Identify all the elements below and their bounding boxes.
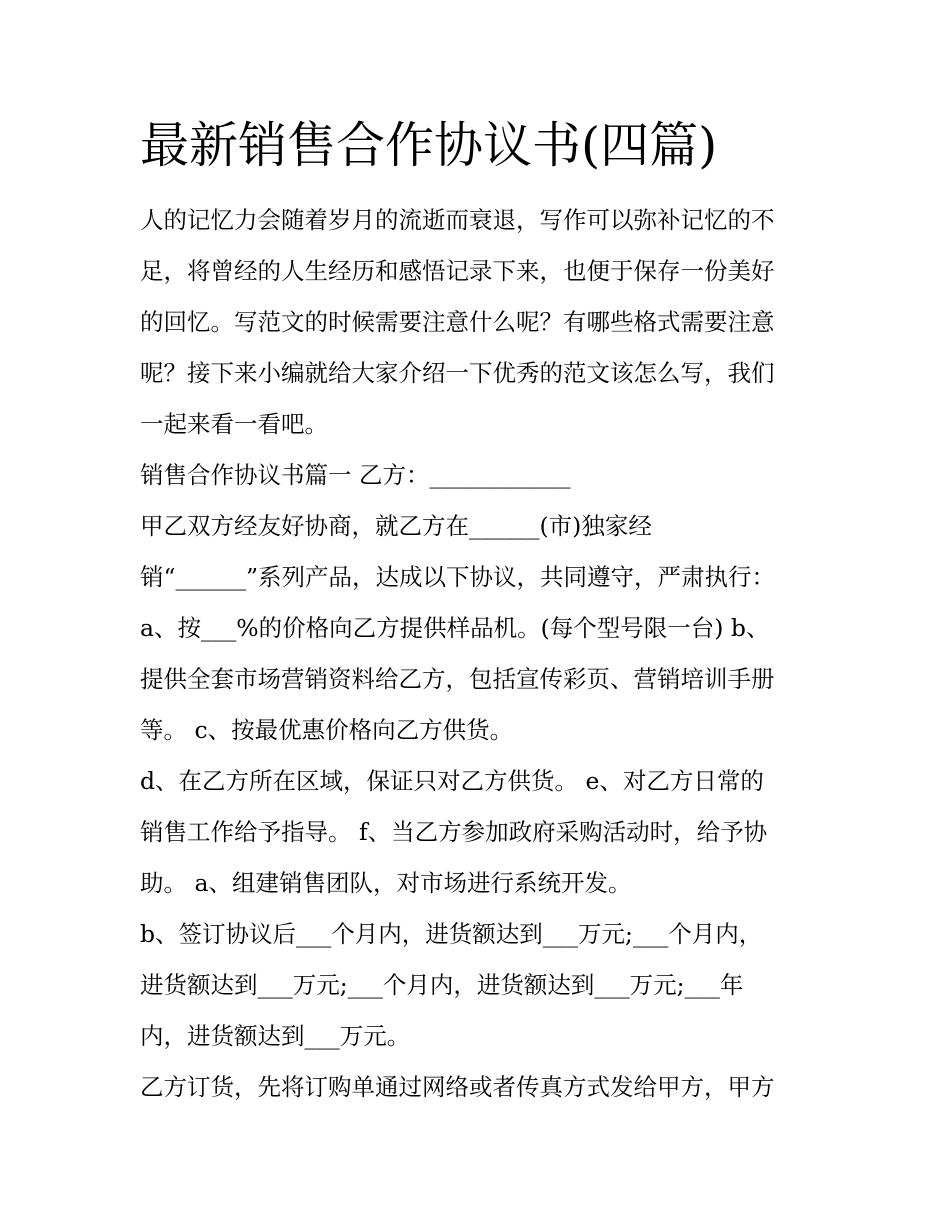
text-line: 乙方订货，先将订购单通过网络或者传真方式发给甲方，甲方 [140,1073,775,1101]
text-line: d、在乙方所在区域，保证只对乙方供货。 e、对乙方日常的 [140,767,764,795]
text-line: 甲乙双方经友好协商，就乙方在______(市)独家经 [140,512,652,540]
text-line: 足，将曾经的人生经历和感悟记录下来，也便于保存一份美好 [140,257,775,285]
text-line: 的回忆。写范文的时候需要注意什么呢？有哪些格式需要注意 [140,308,775,336]
text-line: 等。 c、按最优惠价格向乙方供货。 [140,716,514,744]
text-line: a、按___%的价格向乙方提供样品机。(每个型号限一台) b、 [140,614,770,642]
paragraph-party-a-obligations-2 [140,756,812,909]
text-line: 人的记忆力会随着岁月的流逝而衰退，写作可以弥补记忆的不 [140,206,775,234]
text-line: 销售工作给予指导。 f、当乙方参加政府采购活动时，给予协 [140,818,768,846]
text-line: 销“______”系列产品，达成以下协议，共同遵守，严肃执行： [140,563,776,591]
document-title: 最新销售合作协议书(四篇) [140,117,718,174]
text-line: 呢？接下来小编就给大家介绍一下优秀的范文该怎么写，我们 [140,359,775,387]
text-line: 销售合作协议书篇一 乙方：____________ [140,461,571,489]
paragraph-agreement-scope [140,501,812,603]
text-line: 助。 a、组建销售团队，对市场进行系统开发。 [140,869,632,897]
paragraph-section-heading [140,450,812,501]
text-line: 进货额达到___万元;___个月内，进货额达到___万元;___年 [140,971,744,999]
paragraph-party-a-obligations-1 [140,603,812,756]
paragraph-purchase-targets [140,909,812,1062]
text-line: 一起来看一看吧。 [140,410,328,438]
text-line: b、签订协议后___个月内，进货额达到___万元;___个月内， [140,920,763,948]
text-line: 提供全套市场营销资料给乙方，包括宣传彩页、营销培训手册 [140,665,775,693]
paragraph-intro [140,195,812,450]
text-line: 内，进货额达到___万元。 [140,1022,411,1050]
paragraph-ordering [140,1062,812,1113]
document-body [140,195,812,1113]
